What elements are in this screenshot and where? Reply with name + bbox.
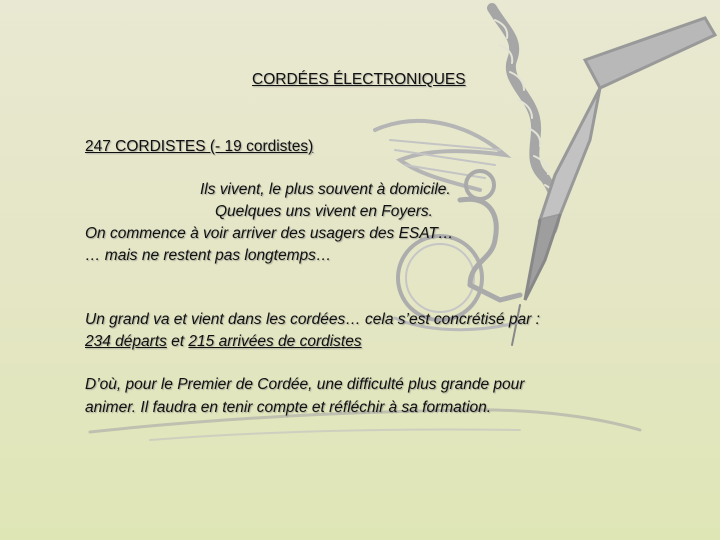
para1-line1: Ils vivent, le plus souvent à domicile. xyxy=(200,181,451,198)
para2-line1: Un grand va et vient dans les cordées… cela s’est concrétisé par : xyxy=(85,311,540,328)
cordistes-count: 247 CORDISTES (- 19 cordistes) xyxy=(85,138,314,155)
joiner-text: et xyxy=(166,333,189,350)
arrivals-count: 215 arrivées de cordistes xyxy=(188,333,362,350)
para3-line2: animer. Il faudra en tenir compte et réfléchir à sa formation. xyxy=(85,399,492,416)
para1-line3: On commence à voir arriver des usagers des ESAT… xyxy=(85,225,454,242)
para3-line1: D’où, pour le Premier de Cordée, une difficulté plus grande pour xyxy=(85,376,525,393)
slide-title: CORDÉES ÉLECTRONIQUES xyxy=(252,71,466,88)
para2-line2 xyxy=(85,332,362,352)
para1-line2: Quelques uns vivent en Foyers. xyxy=(215,203,433,220)
para1-line4: … mais ne restent pas longtemps… xyxy=(85,247,332,264)
departs-count: 234 départs xyxy=(85,333,167,350)
